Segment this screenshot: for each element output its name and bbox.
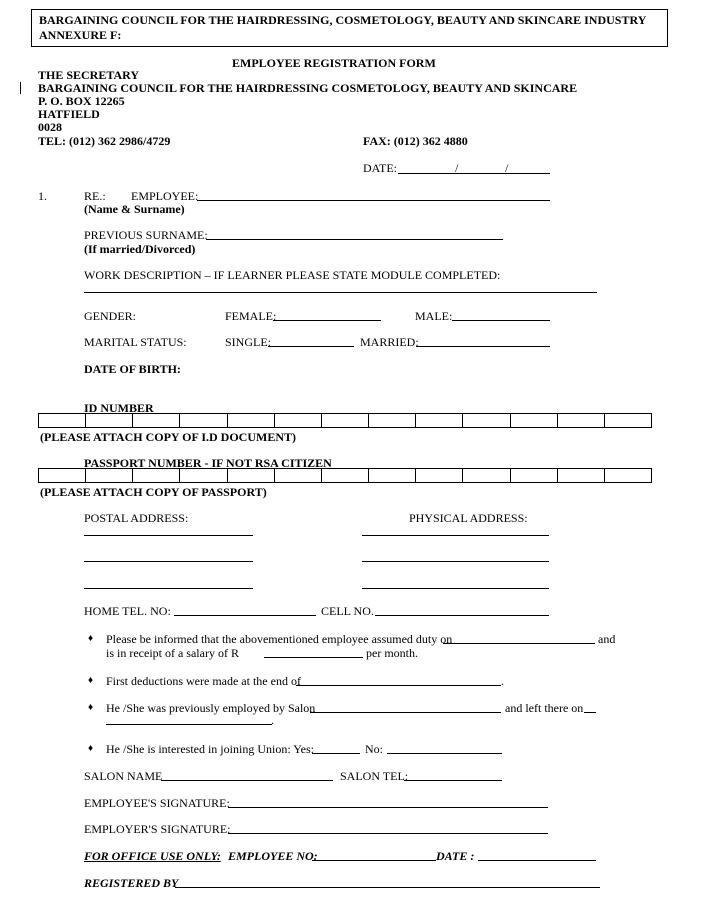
male-label: MALE:: [415, 309, 453, 323]
work-description-label: WORK DESCRIPTION – IF LEARNER PLEASE STATE MODULE COMPLETED:: [84, 268, 501, 282]
employer-signature-label: EMPLOYER'S SIGNATURE:: [84, 822, 231, 836]
date-label: DATE:: [363, 161, 397, 175]
telephone: TEL: (012) 362 2986/4729: [38, 134, 171, 148]
physical-address-line-2[interactable]: [362, 561, 549, 562]
physical-address-line-1[interactable]: [362, 535, 549, 536]
address-line-4: HATFIELD: [38, 107, 100, 121]
marital-status-label: MARITAL STATUS:: [84, 335, 187, 349]
if-married-note: (If married/Divorced): [84, 242, 196, 256]
salary-statement: is in receipt of a salary of R: [106, 646, 239, 660]
office-use-label: FOR OFFICE USE ONLY:: [84, 849, 221, 863]
annexure-label: ANNEXURE F:: [39, 28, 122, 42]
re-label: RE.:: [84, 189, 106, 203]
date-separator-2: /: [505, 161, 509, 175]
bullet-icon: ♦: [88, 633, 94, 644]
employee-signature-label: EMPLOYEE'S SIGNATURE:: [84, 796, 230, 810]
employee-name-field[interactable]: [197, 200, 550, 201]
fax: FAX: (012) 362 4880: [363, 134, 468, 148]
first-deductions-field[interactable]: [296, 685, 501, 686]
postal-address-line-1[interactable]: [84, 535, 253, 536]
council-name: BARGAINING COUNCIL FOR THE HAIRDRESSING, COSMETOLOGY, BEAUTY AND SKINCARE INDUSTRY: [39, 13, 647, 27]
office-date-label: DATE :: [436, 849, 475, 863]
left-date-period: .: [271, 713, 274, 727]
previous-surname-label: PREVIOUS SURNAME:: [84, 228, 208, 242]
salon-tel-label: SALON TEL:: [340, 769, 409, 783]
office-date-field[interactable]: [478, 860, 596, 861]
address-line-5: 0028: [38, 120, 62, 134]
male-field[interactable]: [452, 320, 550, 321]
address-line-2: BARGAINING COUNCIL FOR THE HAIRDRESSING COSMETOLOGY, BEAUTY AND SKINCARE: [38, 81, 578, 95]
married-label: MARRIED:: [360, 335, 419, 349]
id-number-label: ID NUMBER: [84, 401, 154, 415]
salon-name-field[interactable]: [161, 780, 333, 781]
home-tel-field[interactable]: [174, 615, 316, 616]
gender-label: GENDER:: [84, 309, 136, 323]
cell-no-field[interactable]: [375, 615, 549, 616]
previous-surname-field[interactable]: [206, 239, 503, 240]
registered-by-label: REGISTERED BY: [84, 876, 179, 890]
postal-address-line-3[interactable]: [84, 588, 253, 589]
bullet-icon: ♦: [88, 675, 94, 686]
employee-no-field[interactable]: [312, 860, 436, 861]
married-field[interactable]: [416, 346, 550, 347]
date-separator-1: /: [455, 161, 459, 175]
cell-no-label: CELL NO.: [321, 604, 374, 618]
id-number-boxes[interactable]: [38, 413, 652, 428]
union-yes-field[interactable]: [312, 753, 360, 754]
registered-by-field[interactable]: [175, 887, 600, 888]
duty-date-field[interactable]: [443, 643, 595, 644]
date-of-birth-label: DATE OF BIRTH:: [84, 362, 181, 376]
previous-salon-statement: He /She was previously employed by Salon: [106, 701, 316, 715]
left-date-field-a[interactable]: [584, 712, 596, 713]
section-number: 1.: [38, 189, 47, 203]
union-no-field[interactable]: [387, 753, 502, 754]
postal-address-line-2[interactable]: [84, 561, 253, 562]
bullet-icon: ♦: [88, 743, 94, 754]
address-line-3: P. O. BOX 12265: [38, 94, 125, 108]
duty-statement: Please be informed that the abovementioned employee assumed duty on: [106, 632, 453, 646]
passport-number-label: PASSPORT NUMBER - IF NOT RSA CITIZEN: [84, 456, 332, 470]
salon-tel-field[interactable]: [404, 780, 502, 781]
bullet-icon: ♦: [88, 702, 94, 713]
attach-id-note: (PLEASE ATTACH COPY OF I.D DOCUMENT): [40, 430, 297, 444]
attach-passport-note: (PLEASE ATTACH COPY OF PASSPORT): [40, 485, 267, 499]
female-label: FEMALE:: [225, 309, 277, 323]
employee-signature-field[interactable]: [228, 807, 548, 808]
form-title: EMPLOYEE REGISTRATION FORM: [232, 56, 436, 70]
date-field[interactable]: [398, 173, 550, 174]
union-no-label: No:: [365, 742, 383, 756]
address-line-1: THE SECRETARY: [38, 68, 140, 82]
name-surname-note: (Name & Surname): [84, 202, 185, 216]
passport-number-boxes[interactable]: [38, 468, 652, 483]
employee-no-label: EMPLOYEE NO:: [228, 849, 318, 863]
left-date-field-b[interactable]: [106, 724, 272, 725]
per-month-label: per month.: [366, 646, 418, 660]
first-deductions-period: .: [501, 674, 504, 688]
employee-label: EMPLOYEE:: [131, 189, 199, 203]
employer-signature-field[interactable]: [228, 833, 548, 834]
union-statement: He /She is interested in joining Union: Yes:: [106, 742, 314, 756]
salon-name-label: SALON NAME: [84, 769, 163, 783]
revision-mark: [20, 82, 21, 94]
first-deductions-statement: First deductions were made at the end of: [106, 674, 301, 688]
single-field[interactable]: [268, 346, 354, 347]
work-description-field[interactable]: [84, 292, 597, 293]
home-tel-label: HOME TEL. NO:: [84, 604, 171, 618]
duty-and: and: [598, 632, 616, 646]
physical-address-label: PHYSICAL ADDRESS:: [409, 511, 528, 525]
female-field[interactable]: [273, 320, 381, 321]
single-label: SINGLE:: [225, 335, 271, 349]
salary-field[interactable]: [264, 657, 363, 658]
physical-address-line-3[interactable]: [362, 588, 549, 589]
left-there-on: and left there on: [505, 701, 584, 715]
postal-address-label: POSTAL ADDRESS:: [84, 511, 189, 525]
previous-salon-field[interactable]: [310, 712, 501, 713]
